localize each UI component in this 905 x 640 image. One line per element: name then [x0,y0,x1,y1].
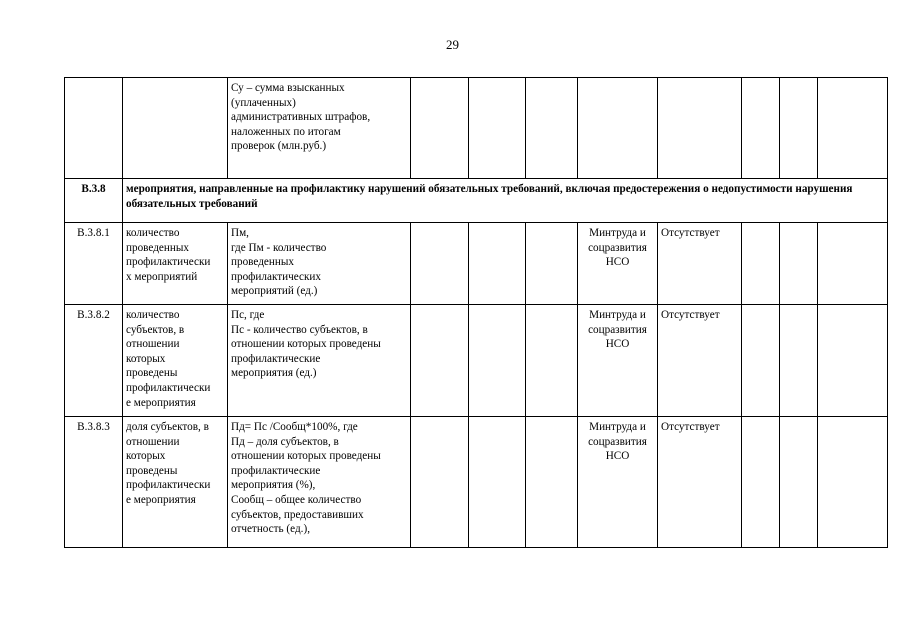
empty-cell [411,223,469,305]
empty-cell [469,417,526,548]
status-cell: Отсутствует [658,223,742,305]
empty-cell [780,223,818,305]
empty-cell [411,305,469,417]
formula-cell: Пд= Пс /Сообщ*100%, где Пд – доля субъектов, в отношении которых проведены профилактические мероприятия (%), Сообщ – общее количество субъектов, предоставивших отчетность (ед.), [228,417,411,548]
empty-cell [780,78,818,179]
empty-cell [526,78,578,179]
empty-cell [526,417,578,548]
empty-cell [469,305,526,417]
empty-cell [469,78,526,179]
status-cell: Отсутствует [658,305,742,417]
section-row [65,179,888,223]
empty-cell [411,417,469,548]
empty-cell [526,223,578,305]
indicator-name-cell [123,78,228,179]
table-row [65,78,888,179]
indicator-name-cell: доля субъектов, в отношении которых проведены профилактически е мероприятия [123,417,228,548]
indicators-table [64,77,888,548]
status-cell: Отсутствует [658,417,742,548]
section-code-cell: В.3.8 [65,179,123,223]
empty-cell [742,305,780,417]
table-row [65,223,888,305]
formula-cell: Су – сумма взысканных (уплаченных) административных штрафов, наложенных по итогам проверок (млн.руб.) [228,78,411,179]
empty-cell [411,78,469,179]
empty-cell [818,78,888,179]
empty-cell [469,223,526,305]
executor-cell: Минтруда и соцразвития НСО [578,223,658,305]
executor-cell: Минтруда и соцразвития НСО [578,417,658,548]
empty-cell [818,305,888,417]
section-title-cell: мероприятия, направленные на профилактику нарушений обязательных требований, включая предостережения о недопустимости нарушения обязательных требований [123,179,888,223]
executor-cell: Минтруда и соцразвития НСО [578,305,658,417]
empty-cell [526,305,578,417]
table-row [65,305,888,417]
code-cell [65,78,123,179]
empty-cell [780,305,818,417]
formula-cell: Пм, где Пм - количество проведенных профилактических мероприятий (ед.) [228,223,411,305]
empty-cell [818,417,888,548]
empty-cell [818,223,888,305]
table-row [65,417,888,548]
page-number: 29 [446,37,459,52]
empty-cell [742,223,780,305]
empty-cell [742,78,780,179]
empty-cell [780,417,818,548]
code-cell: В.3.8.2 [65,305,123,417]
executor-cell [578,78,658,179]
code-cell: В.3.8.3 [65,417,123,548]
indicator-name-cell: количество субъектов, в отношении которых проведены профилактически е мероприятия [123,305,228,417]
empty-cell [742,417,780,548]
indicator-name-cell: количество проведенных профилактически х мероприятий [123,223,228,305]
status-cell [658,78,742,179]
formula-cell: Пс, где Пс - количество субъектов, в отношении которых проведены профилактические мероприятия (ед.) [228,305,411,417]
code-cell: В.3.8.1 [65,223,123,305]
